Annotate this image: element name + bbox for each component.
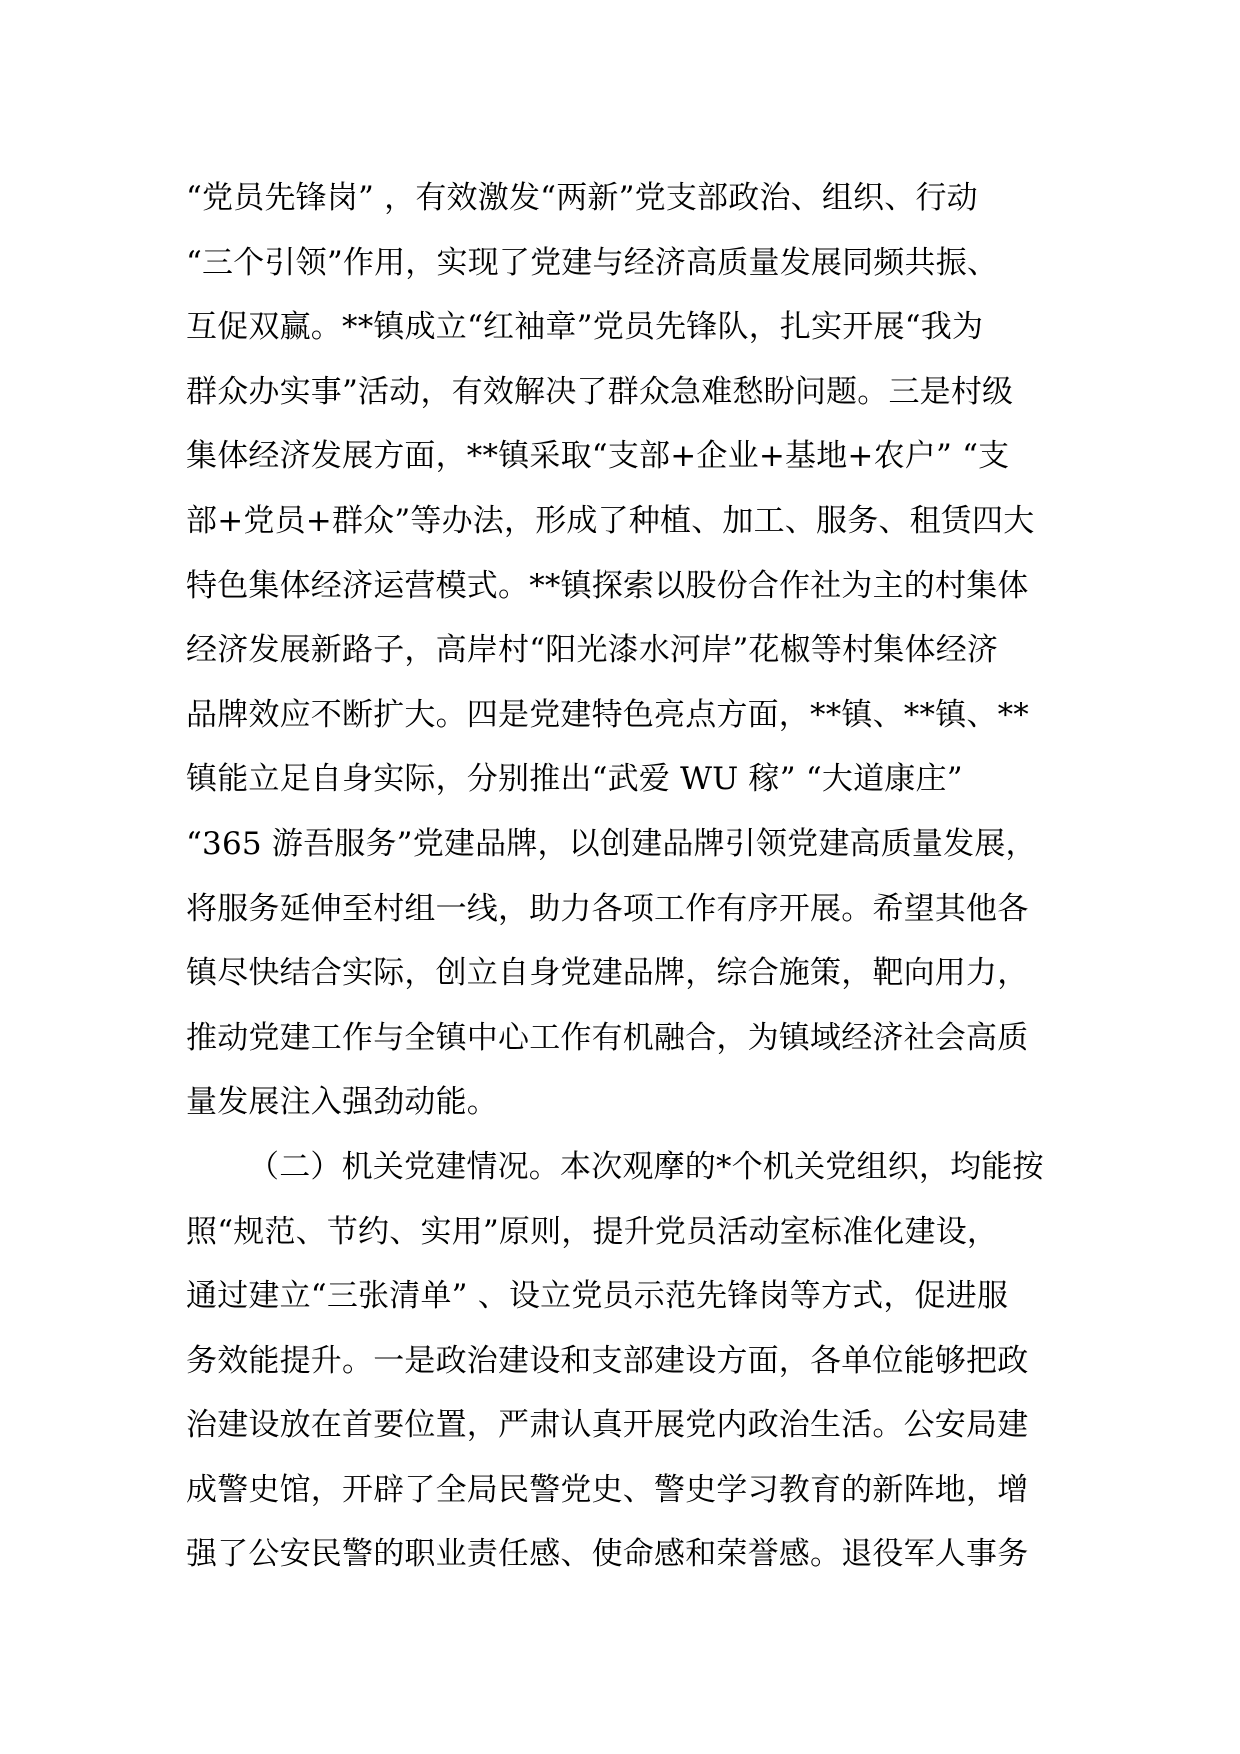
- text-line: 务效能提升。一是政治建设和支部建设方面，各单位能够把政: [186, 1342, 1029, 1379]
- text-line: 照“规范、节约、实用”原则，提升党员活动室标准化建设，: [186, 1213, 999, 1250]
- text-line: 推动党建工作与全镇中心工作有机融合，为镇域经济社会高质: [186, 1019, 1029, 1056]
- text-line: 品牌效应不断扩大。四是党建特色亮点方面，**镇、**镇、**: [186, 696, 1029, 733]
- text-line: 强了公安民警的职业责任感、使命感和荣誉感。退役军人事务: [186, 1536, 1029, 1573]
- text-line: 量发展注入强劲动能。: [186, 1084, 498, 1121]
- body-text: [186, 166, 1086, 1587]
- text-line: “党员先锋岗” ，有效激发“两新”党支部政治、组织、行动: [186, 180, 978, 216]
- text-line: 成警史馆，开辟了全局民警党史、警史学习教育的新阵地，增: [186, 1471, 1029, 1508]
- text-line: 将服务延伸至村组一线，助力各项工作有序开展。希望其他各: [186, 890, 1029, 927]
- text-line: 镇尽快结合实际，创立自身党建品牌，综合施策，靶向用力，: [186, 955, 1029, 992]
- text-line: 经济发展新路子，高岸村“阳光漆水河岸”花椒等村集体经济: [186, 632, 999, 669]
- text-line: 互促双赢。**镇成立“红袖章”党员先锋队，扎实开展“我为: [186, 309, 984, 346]
- text-line: 部+党员+群众”等办法，形成了种植、加工、服务、租赁四大: [186, 502, 1035, 539]
- text-line: 特色集体经济运营模式。**镇探索以股份合作社为主的村集体: [186, 567, 1029, 604]
- text-line: 治建设放在首要位置，严肃认真开展党内政治生活。公安局建: [186, 1407, 1029, 1444]
- text-line: 群众办实事”活动，有效解决了群众急难愁盼问题。三是村级: [186, 373, 1014, 410]
- text-line: “三个引领”作用，实现了党建与经济高质量发展同频共振、: [186, 244, 999, 281]
- text-line: 通过建立“三张清单” 、设立党员示范先锋岗等方式，促进服: [186, 1278, 1009, 1315]
- text-line: 集体经济发展方面，**镇采取“支部+企业+基地+农户” “支: [186, 438, 1010, 475]
- section-heading-line: （二）机关党建情况。本次观摩的*个机关党组织，均能按: [248, 1148, 1044, 1185]
- text-line: “365 游吾服务”党建品牌，以创建品牌引领党建高质量发展，: [186, 825, 1037, 862]
- text-line: 镇能立足自身实际，分别推出“武爱 WU 稼” “大道康庄”: [186, 761, 963, 798]
